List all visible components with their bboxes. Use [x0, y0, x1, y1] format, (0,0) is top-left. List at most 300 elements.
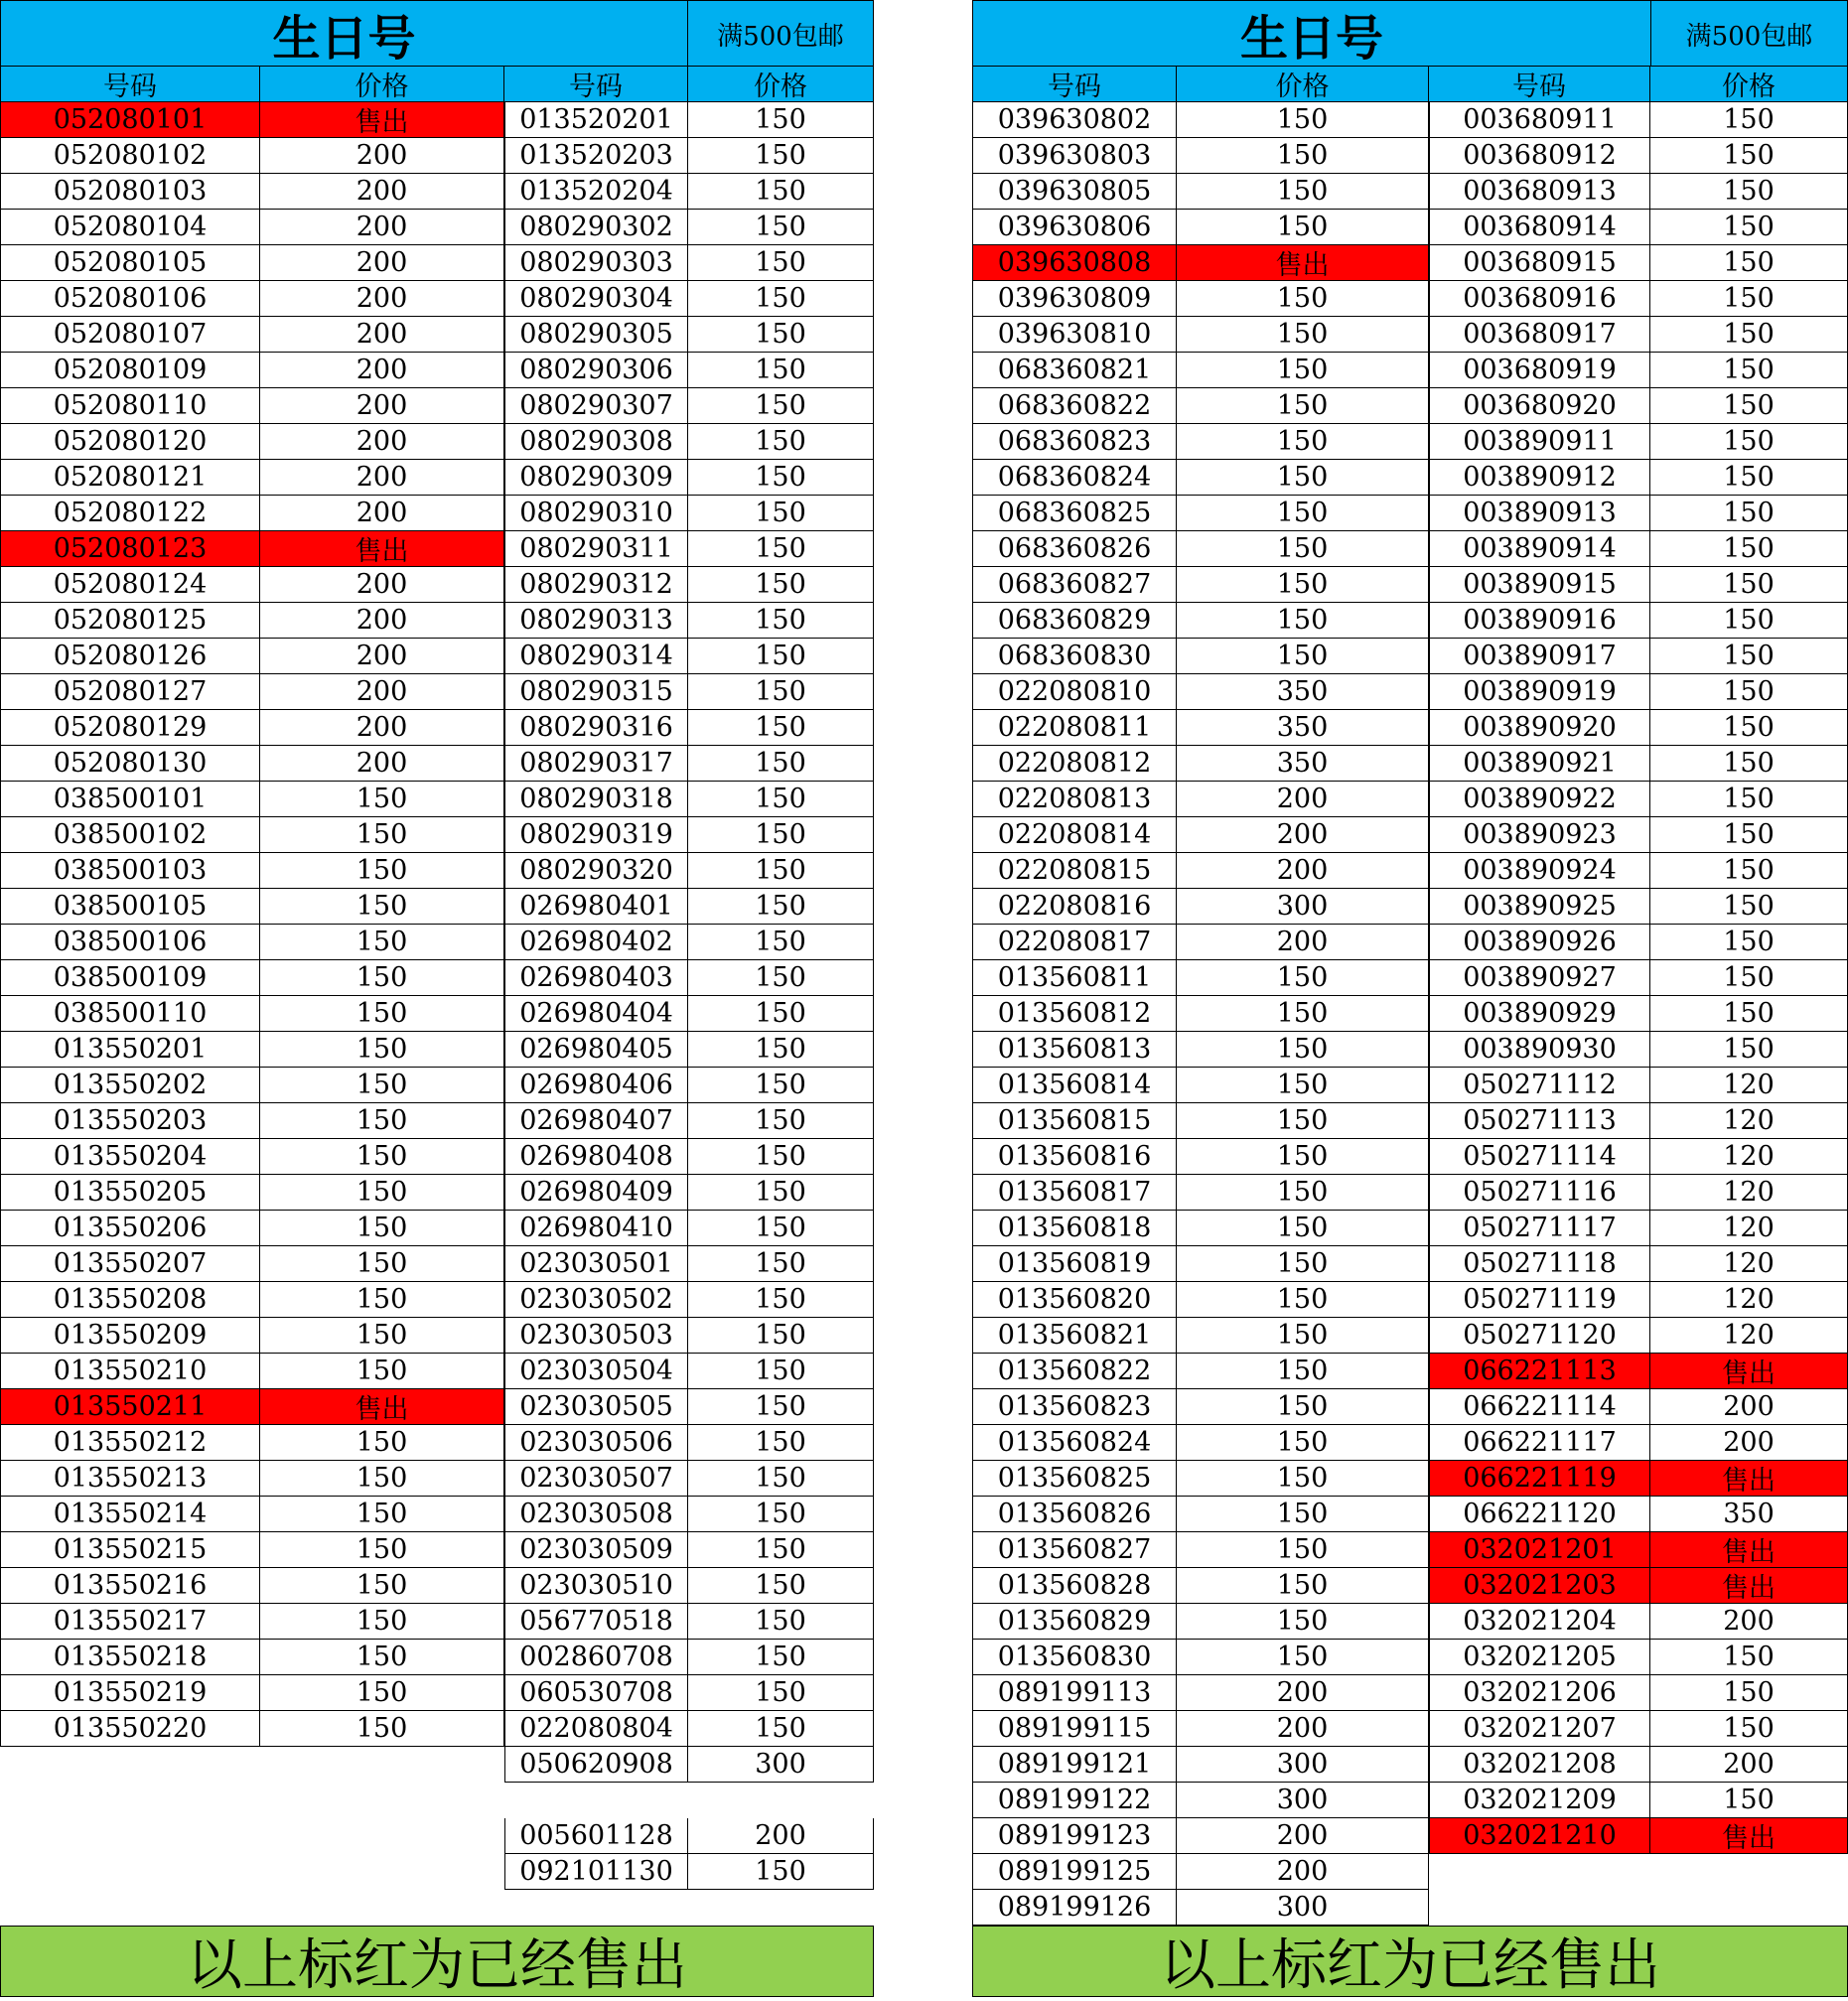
price-cell: 150: [260, 1282, 504, 1318]
price-cell: 150: [688, 1425, 874, 1461]
phone-number-cell: 066221114: [1429, 1389, 1650, 1425]
price-cell: 150: [1650, 138, 1848, 174]
price-cell: 150: [1177, 960, 1429, 996]
price-cell: 150: [688, 496, 874, 531]
price-cell: 150: [260, 1711, 504, 1747]
price-cell: 150: [688, 1175, 874, 1211]
price-cell: 150: [1650, 746, 1848, 782]
phone-number-cell: 038500105: [0, 889, 260, 925]
phone-number-cell: 050271117: [1429, 1211, 1650, 1246]
phone-number-cell: 013550210: [0, 1354, 260, 1389]
price-cell: 150: [688, 1532, 874, 1568]
phone-number-cell: 013550212: [0, 1425, 260, 1461]
price-cell: 150: [688, 817, 874, 853]
phone-number-cell: 013550205: [0, 1175, 260, 1211]
price-cell: 150: [1177, 1318, 1429, 1354]
phone-number-cell: 050271113: [1429, 1103, 1650, 1139]
phone-number-cell: 013560826: [972, 1497, 1177, 1532]
price-cell: 150: [1177, 603, 1429, 639]
price-cell: 150: [260, 1497, 504, 1532]
phone-number-cell: 080290306: [504, 353, 688, 388]
price-cell: 150: [1177, 1640, 1429, 1675]
phone-number-cell: 080290309: [504, 460, 688, 496]
phone-number-cell: 013550203: [0, 1103, 260, 1139]
price-cell: 150: [688, 1497, 874, 1532]
price-cell: 150: [260, 782, 504, 817]
phone-number-cell: 013550218: [0, 1640, 260, 1675]
phone-number-cell: 013550202: [0, 1068, 260, 1103]
phone-number-cell: 068360822: [972, 388, 1177, 424]
price-cell: 150: [1177, 1532, 1429, 1568]
price-cell: 150: [688, 245, 874, 281]
phone-number-cell: 052080130: [0, 746, 260, 782]
price-cell: 150: [260, 1532, 504, 1568]
price-cell: 150: [1650, 674, 1848, 710]
phone-number-cell: 080290316: [504, 710, 688, 746]
price-cell: 120: [1650, 1068, 1848, 1103]
price-cell: 150: [688, 603, 874, 639]
phone-number-cell: 022080815: [972, 853, 1177, 889]
phone-number-cell: 052080102: [0, 138, 260, 174]
price-cell: 150: [260, 1246, 504, 1282]
header-number: 号码: [1429, 67, 1650, 102]
price-cell: 200: [260, 353, 504, 388]
sold-status-cell: 售出: [1177, 245, 1429, 281]
price-cell: 150: [688, 1282, 874, 1318]
price-cell: 150: [260, 1032, 504, 1068]
price-cell: 150: [1650, 245, 1848, 281]
price-cell: 200: [260, 210, 504, 245]
phone-number-cell: 013520204: [504, 174, 688, 210]
phone-number-cell: 068360830: [972, 639, 1177, 674]
price-cell: 150: [688, 353, 874, 388]
price-cell: 150: [1650, 817, 1848, 853]
phone-number-cell: 013560822: [972, 1354, 1177, 1389]
phone-number-cell: 022080813: [972, 782, 1177, 817]
header-price: 价格: [1177, 67, 1429, 102]
phone-number-cell: 003890924: [1429, 853, 1650, 889]
sold-status-cell: 售出: [1650, 1568, 1848, 1604]
price-cell: 150: [688, 1604, 874, 1640]
phone-number-cell: 003890925: [1429, 889, 1650, 925]
phone-number-cell: 022080812: [972, 746, 1177, 782]
price-cell: 350: [1650, 1497, 1848, 1532]
phone-number-cell: 089199115: [972, 1711, 1177, 1747]
price-cell: 200: [1650, 1604, 1848, 1640]
phone-number-cell: 013560818: [972, 1211, 1177, 1246]
phone-number-cell: 013560817: [972, 1175, 1177, 1211]
price-cell: 300: [1177, 1747, 1429, 1783]
phone-number-cell: 066221117: [1429, 1425, 1650, 1461]
price-cell: 150: [1650, 960, 1848, 996]
price-cell: 200: [260, 603, 504, 639]
phone-number-cell: 068360824: [972, 460, 1177, 496]
phone-number-cell: 080290318: [504, 782, 688, 817]
phone-number-cell: 026980401: [504, 889, 688, 925]
phone-number-cell: 080290313: [504, 603, 688, 639]
price-cell: 150: [1650, 174, 1848, 210]
price-cell: 150: [1650, 889, 1848, 925]
phone-number-cell: 080290312: [504, 567, 688, 603]
price-cell: 150: [688, 531, 874, 567]
phone-number-cell: 066221119: [1429, 1461, 1650, 1497]
price-cell: 150: [260, 1675, 504, 1711]
price-cell: 150: [1650, 1032, 1848, 1068]
price-cell: 150: [260, 1139, 504, 1175]
phone-number-cell: 023030504: [504, 1354, 688, 1389]
price-cell: 150: [688, 1461, 874, 1497]
shipping-note: 满500包邮: [1685, 22, 1813, 52]
column-header-row: [972, 67, 1848, 102]
price-cell: 150: [688, 1568, 874, 1604]
phone-number-cell: 023030509: [504, 1532, 688, 1568]
phone-number-cell: 052080105: [0, 245, 260, 281]
phone-number-cell: 003890916: [1429, 603, 1650, 639]
phone-number-cell: 013550204: [0, 1139, 260, 1175]
phone-number-cell: 022080816: [972, 889, 1177, 925]
price-cell: 150: [260, 1103, 504, 1139]
phone-number-cell: 038500106: [0, 925, 260, 960]
price-cell: 150: [1177, 388, 1429, 424]
price-cell: 200: [1177, 1854, 1429, 1890]
sold-status-cell: 售出: [1650, 1461, 1848, 1497]
phone-number-cell: 003890920: [1429, 710, 1650, 746]
price-cell: 200: [1177, 925, 1429, 960]
phone-number-cell: 003890915: [1429, 567, 1650, 603]
phone-number-cell: 003680915: [1429, 245, 1650, 281]
price-cell: 120: [1650, 1139, 1848, 1175]
price-cell: 120: [1650, 1318, 1848, 1354]
phone-number-cell: 068360829: [972, 603, 1177, 639]
price-cell: 150: [688, 1354, 874, 1389]
phone-number-cell: 003890919: [1429, 674, 1650, 710]
price-cell: 150: [1177, 1068, 1429, 1103]
column-header-row: [0, 67, 874, 102]
price-cell: 150: [688, 102, 874, 138]
price-cell: 150: [1177, 281, 1429, 317]
phone-number-cell: 023030505: [504, 1389, 688, 1425]
sold-status-cell: 售出: [1650, 1818, 1848, 1854]
price-cell: 150: [1650, 353, 1848, 388]
header-price: 价格: [1650, 67, 1848, 102]
price-cell: 150: [1177, 1103, 1429, 1139]
phone-number-cell: 003680920: [1429, 388, 1650, 424]
phone-number-cell: 026980404: [504, 996, 688, 1032]
phone-number-cell: 013560824: [972, 1425, 1177, 1461]
price-cell: 150: [1650, 639, 1848, 674]
phone-number-cell: 080290317: [504, 746, 688, 782]
price-cell: 150: [260, 925, 504, 960]
phone-number-cell: 013550209: [0, 1318, 260, 1354]
price-cell: 150: [260, 1318, 504, 1354]
price-cell: 150: [1177, 102, 1429, 138]
phone-number-cell: 013550217: [0, 1604, 260, 1640]
phone-number-cell: 089199121: [972, 1747, 1177, 1783]
phone-number-cell: 003890922: [1429, 782, 1650, 817]
price-cell: 150: [688, 1318, 874, 1354]
phone-number-cell: 013560828: [972, 1568, 1177, 1604]
phone-number-cell: 013560814: [972, 1068, 1177, 1103]
phone-number-cell: 003890929: [1429, 996, 1650, 1032]
title-row: [0, 0, 874, 67]
price-cell: 150: [688, 1103, 874, 1139]
phone-number-cell: 080290319: [504, 817, 688, 853]
price-cell: 150: [688, 424, 874, 460]
phone-number-cell: 032021206: [1429, 1675, 1650, 1711]
phone-number-cell: 023030508: [504, 1497, 688, 1532]
phone-number-cell: 003890917: [1429, 639, 1650, 674]
price-cell: 150: [688, 1032, 874, 1068]
price-cell: 150: [688, 1675, 874, 1711]
price-cell: 150: [1650, 603, 1848, 639]
phone-number-cell: 022080817: [972, 925, 1177, 960]
price-cell: 150: [1177, 1032, 1429, 1068]
phone-number-cell: 003890921: [1429, 746, 1650, 782]
price-cell: 150: [1177, 1175, 1429, 1211]
phone-number-cell: 050271114: [1429, 1139, 1650, 1175]
price-cell: 150: [688, 1389, 874, 1425]
price-cell: 150: [260, 1354, 504, 1389]
phone-number-cell: 013550211: [0, 1389, 260, 1425]
price-cell: 150: [688, 782, 874, 817]
price-cell: 150: [1177, 1139, 1429, 1175]
phone-number-cell: 003680917: [1429, 317, 1650, 353]
phone-number-cell: 066221120: [1429, 1497, 1650, 1532]
phone-number-cell: 038500103: [0, 853, 260, 889]
phone-number-cell: 050620908: [504, 1747, 688, 1783]
price-cell: 200: [1177, 1818, 1429, 1854]
price-cell: 150: [260, 1604, 504, 1640]
phone-number-cell: 092101130: [504, 1854, 688, 1890]
header-number: 号码: [0, 67, 260, 102]
price-cell: 150: [688, 960, 874, 996]
phone-number-cell: 080290315: [504, 674, 688, 710]
phone-number-cell: 080290311: [504, 531, 688, 567]
phone-number-cell: 023030510: [504, 1568, 688, 1604]
phone-number-cell: 013550213: [0, 1461, 260, 1497]
price-cell: 200: [1650, 1389, 1848, 1425]
price-cell: 120: [1650, 1282, 1848, 1318]
phone-number-cell: 039630809: [972, 281, 1177, 317]
phone-number-cell: 003680911: [1429, 102, 1650, 138]
phone-number-cell: 003890911: [1429, 424, 1650, 460]
phone-number-cell: 013560823: [972, 1389, 1177, 1425]
price-cell: 150: [260, 1640, 504, 1675]
phone-number-cell: 003890914: [1429, 531, 1650, 567]
phone-number-cell: 032021209: [1429, 1783, 1650, 1818]
phone-number-cell: 038500101: [0, 782, 260, 817]
price-cell: 200: [1177, 817, 1429, 853]
phone-number-cell: 052080103: [0, 174, 260, 210]
price-cell: 150: [1650, 1783, 1848, 1818]
price-cell: 150: [1650, 1711, 1848, 1747]
price-cell: 200: [260, 245, 504, 281]
phone-number-cell: 023030506: [504, 1425, 688, 1461]
phone-number-cell: 026980408: [504, 1139, 688, 1175]
phone-number-cell: 089199125: [972, 1854, 1177, 1890]
sold-status-cell: 售出: [260, 1389, 504, 1425]
phone-number-cell: 052080110: [0, 388, 260, 424]
phone-number-cell: 080290308: [504, 424, 688, 460]
phone-number-cell: 039630802: [972, 102, 1177, 138]
price-cell: 150: [688, 317, 874, 353]
phone-number-cell: 013560820: [972, 1282, 1177, 1318]
phone-number-cell: 080290304: [504, 281, 688, 317]
phone-number-cell: 022080811: [972, 710, 1177, 746]
price-cell: 200: [260, 567, 504, 603]
price-cell: 150: [688, 388, 874, 424]
price-cell: 120: [1650, 1211, 1848, 1246]
price-cell: 150: [688, 996, 874, 1032]
price-cell: 150: [260, 960, 504, 996]
price-cell: 120: [1650, 1175, 1848, 1211]
price-cell: 150: [1177, 1568, 1429, 1604]
price-cell: 200: [1177, 853, 1429, 889]
price-cell: 150: [1177, 460, 1429, 496]
phone-number-cell: 052080129: [0, 710, 260, 746]
price-cell: 150: [688, 1139, 874, 1175]
phone-number-cell: 039630805: [972, 174, 1177, 210]
price-cell: 150: [1177, 639, 1429, 674]
price-cell: 150: [688, 639, 874, 674]
phone-number-cell: 013550214: [0, 1497, 260, 1532]
phone-number-cell: 050271120: [1429, 1318, 1650, 1354]
phone-number-cell: 032021204: [1429, 1604, 1650, 1640]
sold-notice-footer: 以上标红为已经售出: [0, 1926, 874, 1997]
price-cell: 150: [1650, 996, 1848, 1032]
phone-number-cell: 013560827: [972, 1532, 1177, 1568]
phone-number-cell: 052080101: [0, 102, 260, 138]
price-cell: 150: [688, 674, 874, 710]
price-cell: 150: [688, 889, 874, 925]
price-cell: 200: [260, 496, 504, 531]
phone-number-cell: 052080126: [0, 639, 260, 674]
price-cell: 150: [688, 138, 874, 174]
phone-number-cell: 026980410: [504, 1211, 688, 1246]
phone-number-cell: 052080121: [0, 460, 260, 496]
phone-number-cell: 013560829: [972, 1604, 1177, 1640]
phone-number-cell: 068360827: [972, 567, 1177, 603]
price-cell: 150: [1650, 925, 1848, 960]
phone-number-cell: 023030502: [504, 1282, 688, 1318]
price-cell: 150: [260, 1461, 504, 1497]
price-cell: 150: [1177, 174, 1429, 210]
price-cell: 200: [260, 710, 504, 746]
phone-number-cell: 022080814: [972, 817, 1177, 853]
price-cell: 150: [1650, 460, 1848, 496]
phone-number-cell: 089199122: [972, 1783, 1177, 1818]
price-cell: 150: [688, 567, 874, 603]
phone-number-cell: 003890912: [1429, 460, 1650, 496]
price-cell: 200: [260, 138, 504, 174]
phone-number-cell: 013560813: [972, 1032, 1177, 1068]
phone-number-cell: 032021203: [1429, 1568, 1650, 1604]
price-cell: 150: [260, 1068, 504, 1103]
header-number: 号码: [972, 67, 1177, 102]
price-cell: 150: [1650, 531, 1848, 567]
price-cell: 200: [260, 281, 504, 317]
phone-number-cell: 089199113: [972, 1675, 1177, 1711]
price-cell: 300: [1177, 889, 1429, 925]
phone-number-cell: 068360825: [972, 496, 1177, 531]
price-cell: 150: [1650, 567, 1848, 603]
phone-number-cell: 005601128: [504, 1818, 688, 1854]
price-cell: 150: [688, 925, 874, 960]
phone-number-cell: 003680919: [1429, 353, 1650, 388]
phone-number-cell: 013550206: [0, 1211, 260, 1246]
price-cell: 150: [1177, 567, 1429, 603]
phone-number-cell: 080290307: [504, 388, 688, 424]
phone-number-cell: 080290303: [504, 245, 688, 281]
phone-number-cell: 089199126: [972, 1890, 1177, 1926]
price-cell: 150: [1177, 1282, 1429, 1318]
phone-number-cell: 026980405: [504, 1032, 688, 1068]
phone-number-cell: 013550219: [0, 1675, 260, 1711]
phone-number-cell: 060530708: [504, 1675, 688, 1711]
phone-number-cell: 026980409: [504, 1175, 688, 1211]
phone-number-cell: 013550220: [0, 1711, 260, 1747]
phone-number-cell: 050271112: [1429, 1068, 1650, 1103]
phone-number-cell: 003680914: [1429, 210, 1650, 245]
price-cell: 150: [1177, 1246, 1429, 1282]
price-cell: 150: [1650, 710, 1848, 746]
price-cell: 150: [688, 1068, 874, 1103]
price-cell: 150: [1650, 853, 1848, 889]
sold-status-cell: 售出: [260, 531, 504, 567]
price-cell: 150: [1650, 210, 1848, 245]
phone-number-cell: 052080109: [0, 353, 260, 388]
price-cell: 200: [260, 746, 504, 782]
phone-number-cell: 052080107: [0, 317, 260, 353]
price-cell: 150: [260, 1425, 504, 1461]
phone-number-cell: 038500110: [0, 996, 260, 1032]
price-cell: 200: [260, 317, 504, 353]
phone-number-cell: 013560821: [972, 1318, 1177, 1354]
phone-number-cell: 023030507: [504, 1461, 688, 1497]
phone-number-cell: 013520203: [504, 138, 688, 174]
phone-number-cell: 066221113: [1429, 1354, 1650, 1389]
phone-number-cell: 056770518: [504, 1604, 688, 1640]
phone-number-cell: 013520201: [504, 102, 688, 138]
price-cell: 150: [1177, 1497, 1429, 1532]
title-row: [972, 0, 1848, 67]
price-cell: 150: [260, 1211, 504, 1246]
price-cell: 200: [260, 174, 504, 210]
phone-number-cell: 032021201: [1429, 1532, 1650, 1568]
price-cell: 150: [1650, 1675, 1848, 1711]
price-cell: 200: [260, 460, 504, 496]
price-cell: 150: [1177, 496, 1429, 531]
price-cell: 150: [1650, 102, 1848, 138]
price-cell: 150: [688, 710, 874, 746]
price-cell: 350: [1177, 710, 1429, 746]
sold-status-cell: 售出: [1650, 1354, 1848, 1389]
sheet-title: 生日号: [973, 1, 1651, 68]
phone-number-cell: 013560815: [972, 1103, 1177, 1139]
phone-number-cell: 052080120: [0, 424, 260, 460]
phone-number-cell: 032021207: [1429, 1711, 1650, 1747]
phone-number-cell: 032021205: [1429, 1640, 1650, 1675]
price-cell: 350: [1177, 746, 1429, 782]
phone-number-cell: 052080104: [0, 210, 260, 245]
price-cell: 150: [688, 210, 874, 245]
price-cell: 150: [1177, 138, 1429, 174]
price-cell: 150: [1650, 281, 1848, 317]
price-cell: 150: [1177, 353, 1429, 388]
price-cell: 150: [1177, 1425, 1429, 1461]
sheet-title: 生日号: [1, 1, 688, 68]
price-cell: 150: [688, 1854, 874, 1890]
